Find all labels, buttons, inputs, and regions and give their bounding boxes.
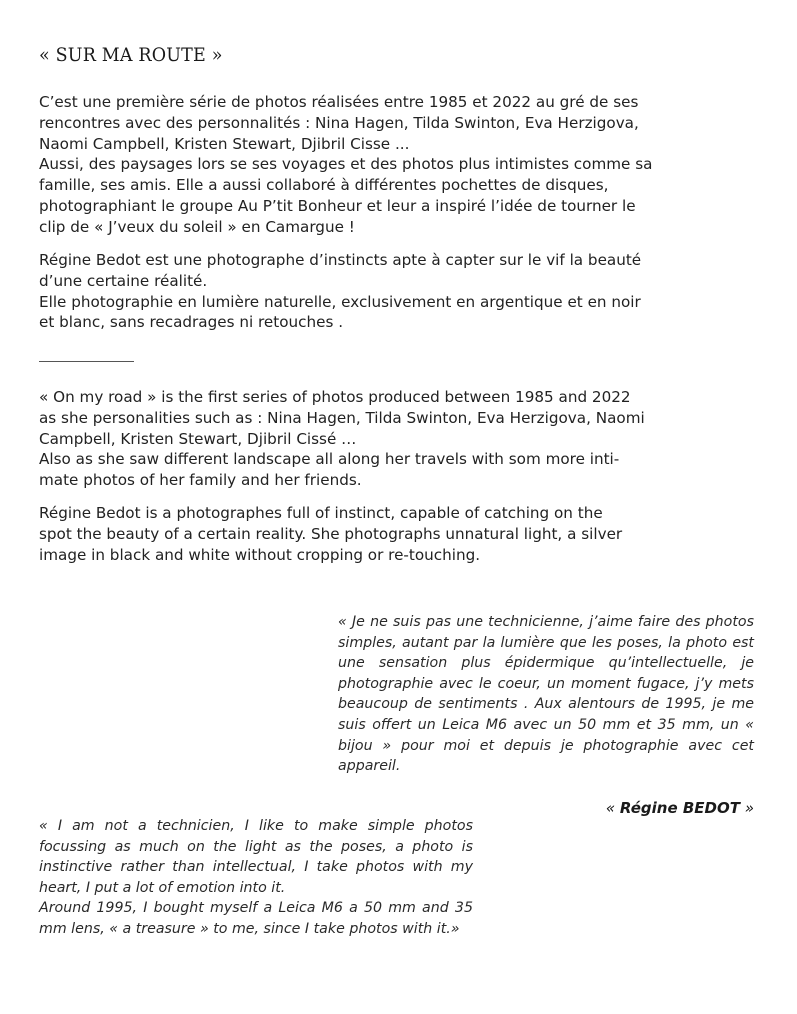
french-quote: « Je ne suis pas une technicienne, j’aime faire des photos simples, autant par la lumière que les poses, la photo est une sensation plus épidermique qu’intellectuelle, je photographie avec le coeur, un moment fugace, j’y mets beaucoup de sentiments . Aux alentours de 1995, je me suis offert un Leica M6 avec un 50 mm et 35 mm, un « bijou » pour moi et depuis je photographie avec cet appareil. bbox=[338, 614, 754, 775]
signature-open-mark: « bbox=[605, 799, 620, 817]
page-title: « SUR MA ROUTE » bbox=[39, 44, 223, 66]
french-paragraph-2: Régine Bedot est une photographe d’instincts apte à capter sur le vif la beauté d’une certaine réalité. Elle photographie en lumière naturelle, exclusivement en argentique et en noir et blanc, sans recadrages ni retouches . bbox=[39, 251, 642, 332]
quote-signature bbox=[606, 799, 754, 817]
signature-name: Régine BEDOT bbox=[619, 799, 740, 817]
signature-close-mark: » bbox=[739, 799, 754, 817]
english-paragraph-1: « On my road » is the first series of photos produced between 1985 and 2022 as she personalities such as : Nina Hagen, Tilda Swinton, Eva Herzigova, Naomi Campbell, Kristen Stewart, Djibril Cissé … Also as she saw different landscape all along her travels with som more inti- mate photos of her family and her friends. bbox=[39, 388, 645, 490]
section-divider bbox=[39, 361, 134, 362]
english-quote: « I am not a technicien, I like to make simple photos focussing as much on the light as the poses, a photo is instinctive rather than intellectual, I take photos with my heart, I put a lot of emotion into it. Around 1995, I bought myself a Leica M6 a 50 mm and 35 mm lens, « a treasure » to me, since I take photos with it.» bbox=[39, 818, 473, 937]
french-paragraph-1: C’est une première série de photos réalisées entre 1985 et 2022 au gré de ses rencontres avec des personnalités : Nina Hagen, Tilda Swinton, Eva Herzigova, Naomi Campbell, Kristen Stewart, Djibril Cisse ... Aussi, des paysages lors se ses voyages et des photos plus intimistes comme sa famille, ses amis. Elle a aussi collaboré à différentes pochettes de disques, photographiant le groupe Au P’tit Bonheur et leur a inspiré l’idée de tourner le clip de « J’veux du soleil » en Camargue ! bbox=[39, 93, 653, 236]
english-paragraph-2: Régine Bedot is a photographes full of instinct, capable of catching on the spot the beauty of a certain reality. She photographs unnatural light, a silver image in black and white without cropping or re-touching. bbox=[39, 504, 623, 564]
